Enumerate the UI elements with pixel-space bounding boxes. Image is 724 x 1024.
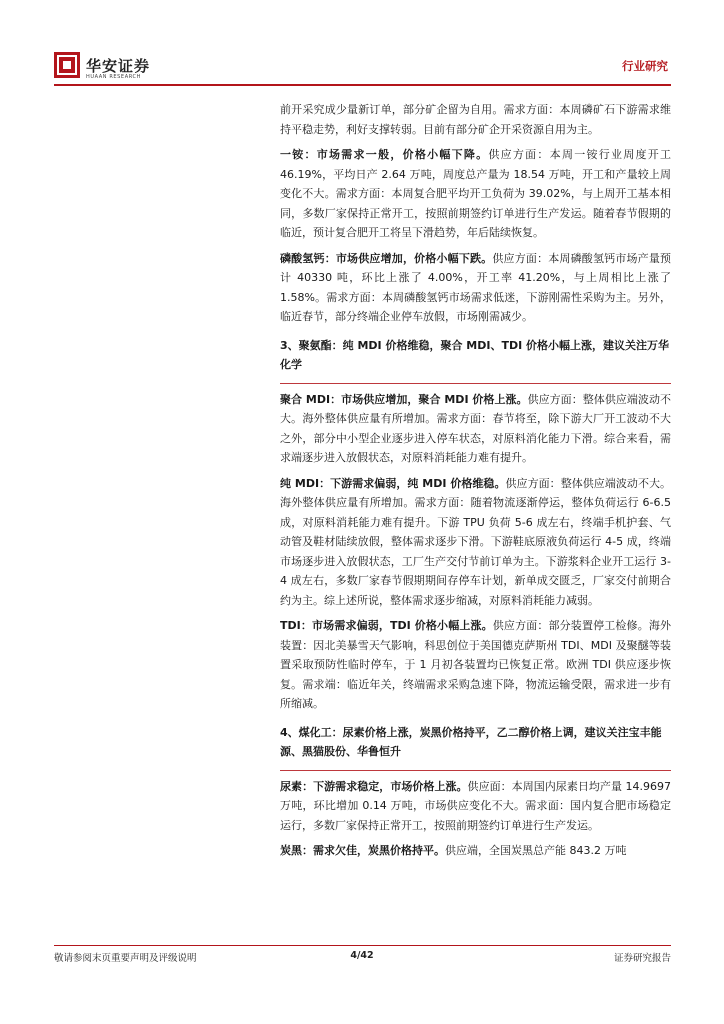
- section-heading-polyurethane: 3、聚氨酯：纯 MDI 价格维稳，聚合 MDI、TDI 价格小幅上涨，建议关注万华化学: [280, 338, 670, 371]
- report-body: [280, 100, 671, 867]
- paragraph-polymeric-mdi: [280, 390, 671, 468]
- page-header: [0, 0, 724, 90]
- page-number: 4/42: [350, 950, 374, 961]
- paragraph-tdi: [280, 616, 671, 714]
- paragraph-text: 供应方面：整体供应端波动不大。海外整体供应量有所增加。需求方面：随着物流逐渐停运，整体负荷运行 6-6.5 成，对原料消耗能力难有提升。下游 TPU 负荷 5-6 成左右，终端手机护套、气动管及鞋材陆续放假，整体需求逐步下滑。下游鞋底原液负荷运行 4-5 成，终端市场逐步进入放假状态，工厂生产交付节前订单为主。下游浆料企业开工运行 3-4 成左右，多数厂家春节假期期间存停车计划，新单成交匮乏，厂家交付前期合约为主。综上述所说，整体需求逐步缩减，对原料消耗能力减弱。: [280, 476, 672, 607]
- header-divider: [54, 84, 671, 86]
- paragraph-text: 供应端，全国炭黑总产能 843.2 万吨: [445, 844, 627, 857]
- paragraph-lead: 炭黑：需求欠佳，炭黑价格持平。: [280, 844, 445, 857]
- paragraph-text: 前开采究成少量新订单，部分矿企留为自用。需求方面：本周磷矿石下游需求维持平稳走势，利好支撑转弱。目前有部分矿企开采资源自用为主。: [280, 103, 671, 136]
- section-label: 行业研究: [622, 59, 668, 73]
- logo-seal-icon: [54, 52, 80, 78]
- paragraph-lead: TDI：市场需求偏弱，TDI 价格小幅上涨。: [280, 619, 493, 632]
- section-divider: [280, 770, 671, 771]
- logo-text-cn: 华安证券: [86, 57, 151, 75]
- paragraph-text: 供应方面：部分装置停工检修。海外装置：因北美暴雪天气影响，科思创位于美国德克萨斯州 TDI、MDI 及聚醚等装置采取预防性临时停车，于 1 月初各装置均已恢复正常。欧洲 TDI 供应逐步恢复。需求端：临近年关，终端需求采购急速下降，物流运输受限，需求进一步有所缩减。: [280, 619, 671, 710]
- paragraph-lead: 纯 MDI：下游需求偏弱，纯 MDI 价格维稳。: [280, 476, 506, 490]
- paragraph-map: [280, 145, 671, 243]
- footer-divider: [54, 945, 671, 946]
- section-heading-coal-chemical: 4、煤化工：尿素价格上涨，炭黑价格持平，乙二醇价格上调，建议关注宝丰能源、黑猫股份、华鲁恒升: [280, 725, 662, 758]
- footer-doc-type: 证券研究报告: [613, 953, 671, 964]
- paragraph-text: 供应方面：本周一铵行业周度开工 46.19%，平均日产 2.64 万吨，周度总产量为 18.54 万吨，开工和产量较上周变化不大。需求方面：本周复合肥平均开工负荷为 39.02%，与上周开工基本相同，多数厂家保持正常开工，按照前期签约订单进行生产发运。随着春节假期的临近，预计复合肥开工将呈下滑趋势，年后陆续恢复。: [280, 148, 672, 239]
- paragraph-lead: 一铵：市场需求一般，价格小幅下降。: [280, 148, 489, 161]
- paragraph-lead: 尿素：下游需求稳定，市场价格上涨。: [280, 779, 468, 793]
- paragraph-text: 供应面：本周国内尿素日均产量 14.9697 万吨，环比增加 0.14 万吨，市场供应变化不大。需求面：国内复合肥市场稳定运行，多数厂家保持正常开工，按照前期签约订单进行生产发运。: [280, 779, 672, 832]
- paragraph-pure-mdi: [280, 474, 671, 611]
- paragraph-text: 供应方面：整体供应端波动不大。海外整体供应量有所增加。需求方面：春节将至，除下游大厂开工波动不大之外，部分中小型企业逐步进入停车状态，对原料消化能力下滑。综合来看，需求端逐步进入放假状态，对原料消耗能力难有提升。: [280, 392, 672, 464]
- paragraph-phosphate-rock: [280, 100, 671, 139]
- section-divider: [280, 383, 671, 384]
- paragraph-urea: [280, 777, 671, 836]
- logo-text-en: HUAAN RESEARCH: [86, 74, 141, 80]
- paragraph-carbon-black: [280, 841, 671, 861]
- paragraph-lead: 磷酸氢钙：市场供应增加，价格小幅下跌。: [280, 251, 493, 265]
- paragraph-lead: 聚合 MDI：市场供应增加，聚合 MDI 价格上涨。: [280, 392, 528, 406]
- footer-disclaimer: 敬请参阅末页重要声明及评级说明: [54, 953, 197, 964]
- paragraph-dcp: [280, 249, 671, 327]
- paragraph-text: 供应方面：本周磷酸氢钙市场产量预计 40330 吨，环比上涨了 4.00%，开工率 41.20%，与上周相比上涨了 1.58%。需求方面：本周磷酸氢钙市场需求低迷，下游刚需性采购为主。另外，临近春节，部分终端企业停车放假，市场刚需减少。: [280, 251, 672, 323]
